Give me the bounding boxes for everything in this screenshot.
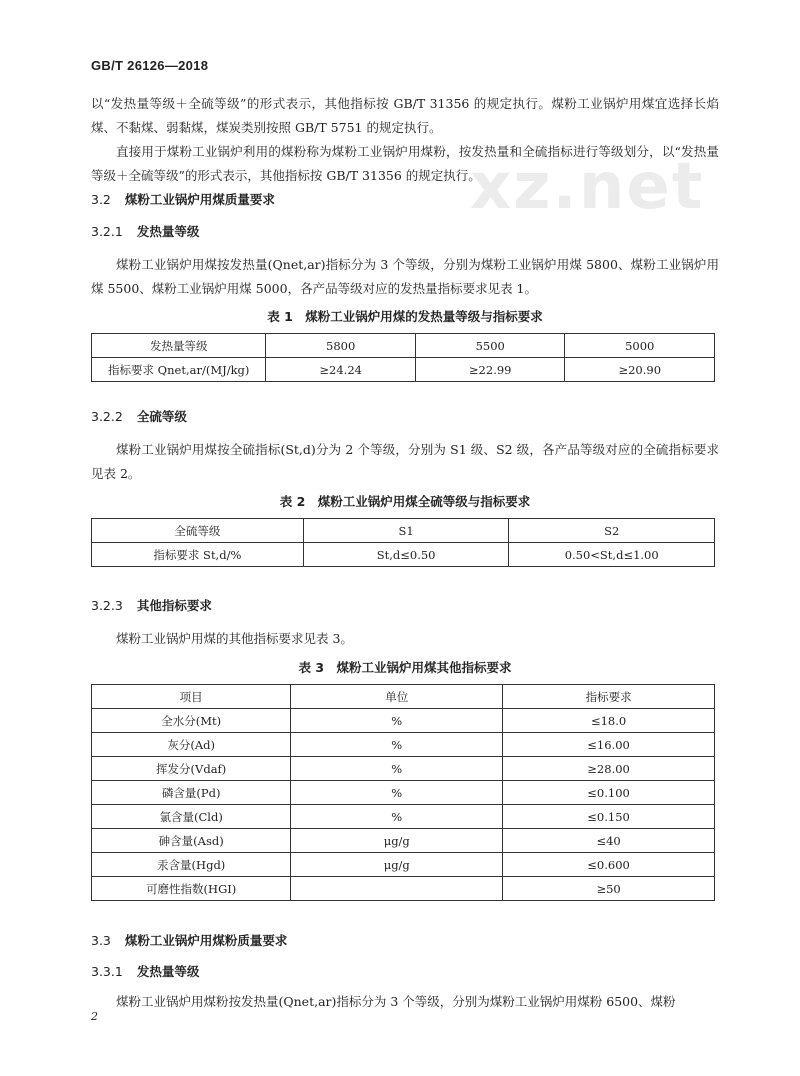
table-cell: %	[291, 709, 503, 733]
section-number: 3.2.1	[91, 224, 123, 239]
section-title: 煤粉工业锅炉用煤质量要求	[124, 192, 275, 207]
table-row	[92, 709, 715, 733]
table-cell: 单位	[291, 685, 503, 709]
table-3	[91, 684, 715, 901]
table-cell	[291, 877, 503, 901]
table-2-caption: 表 2 煤粉工业锅炉用煤全硫等级与指标要求	[279, 494, 531, 509]
section-number: 3.2.3	[91, 598, 123, 613]
table-cell: 挥发分(Vdaf)	[92, 757, 291, 781]
section-3-3-1-heading	[91, 962, 199, 980]
table-cell: ≥28.00	[503, 757, 715, 781]
table-cell: S1	[303, 519, 509, 543]
table-cell: ≤0.150	[503, 805, 715, 829]
table-cell: 5000	[565, 334, 715, 358]
paragraph-3-3-1: 煤粉工业锅炉用煤粉按发热量(Qnet,ar)指标分为 3 个等级，分别为煤粉工业锅炉用煤粉 6500、煤粉	[116, 994, 676, 1009]
table-row	[92, 853, 715, 877]
table-cell: 全硫等级	[92, 519, 304, 543]
table-cell: 全水分(Mt)	[92, 709, 291, 733]
table-1	[91, 333, 715, 382]
table-cell: ≤40	[503, 829, 715, 853]
table-cell: %	[291, 781, 503, 805]
table-cell: 砷含量(Asd)	[92, 829, 291, 853]
table-cell: ≥22.99	[415, 358, 565, 382]
table-cell: ≥24.24	[266, 358, 416, 382]
section-number: 3.3	[91, 933, 111, 948]
table-cell: 指标要求 Qnet,ar/(MJ/kg)	[92, 358, 266, 382]
table-cell: 磷含量(Pd)	[92, 781, 291, 805]
watermark: xz.net	[470, 150, 705, 224]
table-row	[92, 877, 715, 901]
section-number: 3.3.1	[91, 964, 123, 979]
section-3-3-heading	[91, 931, 287, 949]
paragraph-3-2-1: 煤粉工业锅炉用煤按发热量(Qnet,ar)指标分为 3 个等级，分别为煤粉工业锅炉用煤 5800、煤粉工业锅炉用煤 5500、煤粉工业锅炉用煤 5000，各产品等级对应的发热量指标要求见表 1。	[91, 257, 719, 296]
paragraph-top: 以“发热量等级＋全硫等级”的形式表示，其他指标按 GB/T 31356 的规定执行。煤粉工业锅炉用煤宜选择长焰煤、不黏煤、弱黏煤，煤炭类别按照 GB/T 5751 的规定执行。	[91, 96, 719, 135]
table-row	[92, 781, 715, 805]
paragraph-3-2-2: 煤粉工业锅炉用煤按全硫指标(St,d)分为 2 个等级，分别为 S1 级、S2 级，各产品等级对应的全硫指标要求见表 2。	[91, 442, 719, 481]
table-cell: 发热量等级	[92, 334, 266, 358]
table-cell: ≤0.600	[503, 853, 715, 877]
section-title: 发热量等级	[136, 224, 200, 239]
table-cell: 指标要求 St,d/%	[92, 543, 304, 567]
section-3-2-1-heading	[91, 222, 199, 240]
table-cell: ≥50	[503, 877, 715, 901]
table-cell: %	[291, 733, 503, 757]
table-cell: 指标要求	[503, 685, 715, 709]
page-number: 2	[91, 1010, 98, 1023]
table-cell: 项目	[92, 685, 291, 709]
table-row	[92, 757, 715, 781]
table-row	[92, 685, 715, 709]
table-row	[92, 733, 715, 757]
table-cell: ≥20.90	[565, 358, 715, 382]
table-cell: 5800	[266, 334, 416, 358]
section-3-2-heading	[91, 190, 275, 208]
table-cell: ≤16.00	[503, 733, 715, 757]
table-row	[92, 519, 715, 543]
table-cell: %	[291, 805, 503, 829]
table-3-caption: 表 3 煤粉工业锅炉用煤其他指标要求	[298, 660, 512, 675]
table-2	[91, 518, 715, 567]
section-3-2-3-heading	[91, 596, 212, 614]
table-cell: 可磨性指数(HGI)	[92, 877, 291, 901]
table-cell: ≤18.0	[503, 709, 715, 733]
table-cell: 5500	[415, 334, 565, 358]
table-cell: 0.50<St,d≤1.00	[509, 543, 715, 567]
table-cell: μg/g	[291, 829, 503, 853]
table-cell: S2	[509, 519, 715, 543]
table-cell: 汞含量(Hgd)	[92, 853, 291, 877]
table-row	[92, 829, 715, 853]
page-header: GB/T 26126—2018	[91, 58, 209, 73]
table-cell: μg/g	[291, 853, 503, 877]
section-title: 其他指标要求	[136, 598, 212, 613]
table-cell: %	[291, 757, 503, 781]
section-number: 3.2	[91, 192, 111, 207]
table-cell: ≤0.100	[503, 781, 715, 805]
table-row	[92, 805, 715, 829]
section-number: 3.2.2	[91, 409, 123, 424]
paragraph-direct: 直接用于煤粉工业锅炉利用的煤粉称为煤粉工业锅炉用煤粉，按发热量和全硫指标进行等级划分，以“发热量等级＋全硫等级”的形式表示，其他指标按 GB/T 31356 的规定执行。	[91, 144, 719, 183]
table-cell: 灰分(Ad)	[92, 733, 291, 757]
section-title: 全硫等级	[136, 409, 187, 424]
table-row	[92, 358, 715, 382]
section-title: 煤粉工业锅炉用煤粉质量要求	[124, 933, 288, 948]
table-cell: St,d≤0.50	[303, 543, 509, 567]
table-1-caption: 表 1 煤粉工业锅炉用煤的发热量等级与指标要求	[267, 309, 543, 324]
table-row	[92, 334, 715, 358]
table-cell: 氯含量(Cld)	[92, 805, 291, 829]
section-3-2-2-heading	[91, 407, 187, 425]
table-row	[92, 543, 715, 567]
section-title: 发热量等级	[136, 964, 200, 979]
paragraph-3-2-3: 煤粉工业锅炉用煤的其他指标要求见表 3。	[116, 631, 353, 646]
